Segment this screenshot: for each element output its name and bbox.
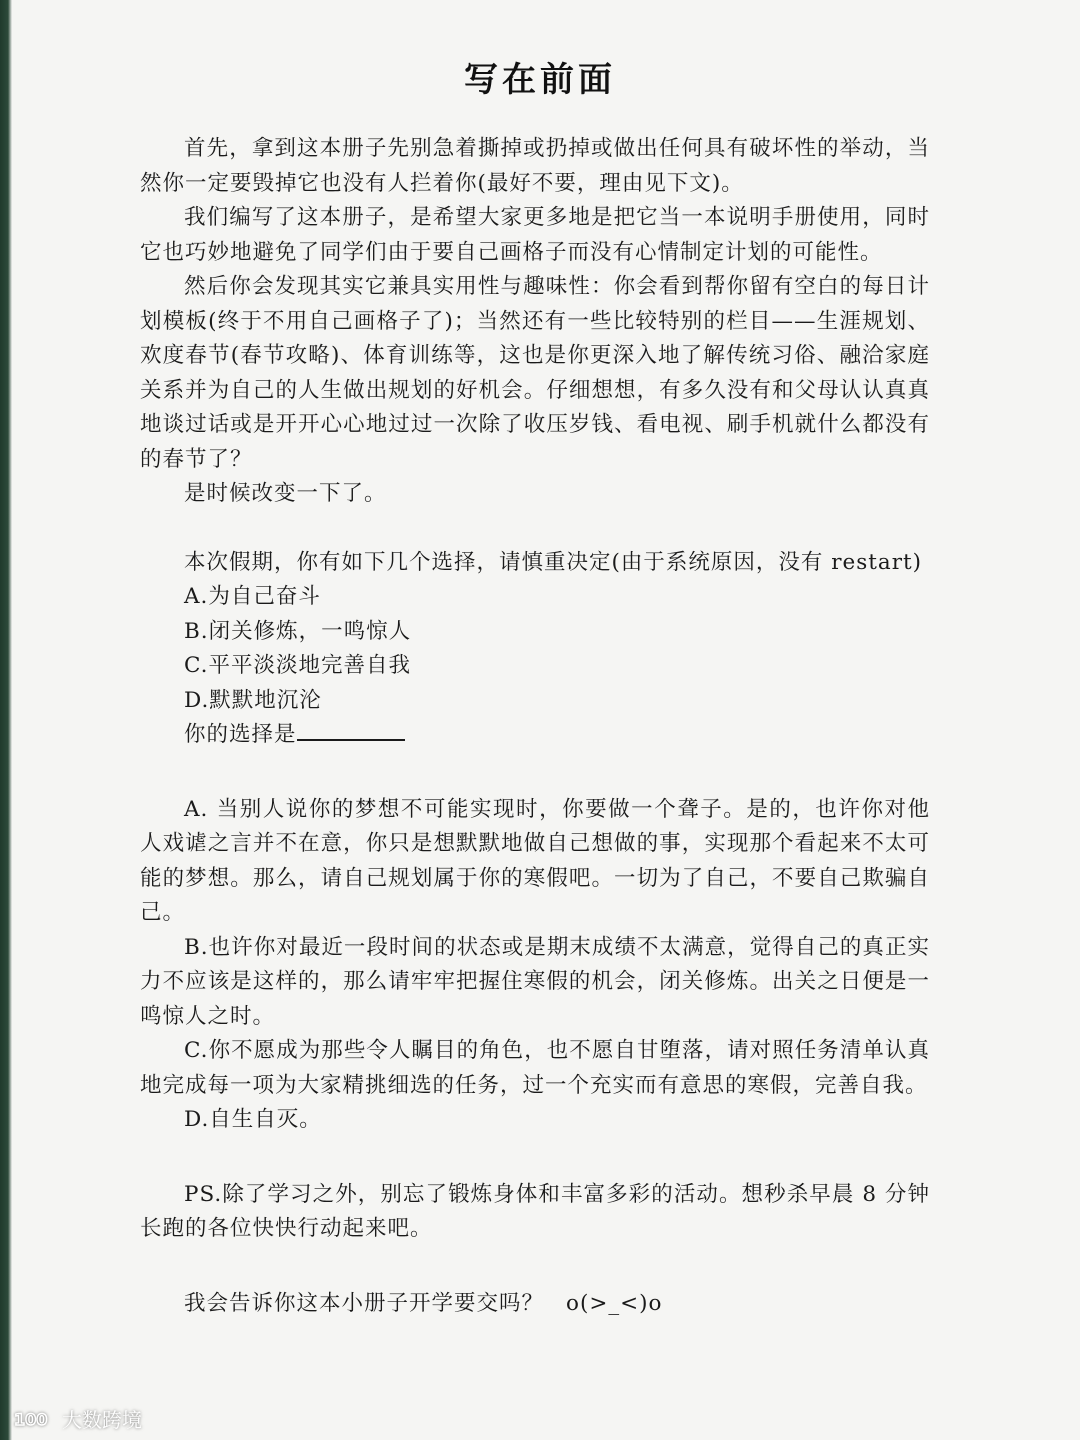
explanation-c: C.你不愿成为那些令人瞩目的角色，也不愿自甘堕落，请对照任务清单认真地完成每一项为大家精挑细选的任务，过一个充实而有意思的寒假，完善自我。 xyxy=(140,1038,930,1098)
explanation-b: B.也许你对最近一段时间的状态或是期末成绩不太满意，觉得自己的真正实力不应该是这样的，那么请牢牢把握住寒假的机会，闭关修炼。出关之日便是一鸣惊人之时。 xyxy=(140,934,930,1029)
choice-intro: 本次假期，你有如下几个选择，请慎重决定(由于系统原因，没有 restart) xyxy=(184,549,923,575)
choice-option-c: C.平平淡淡地完善自我 xyxy=(184,653,412,678)
watermark-logo-icon xyxy=(12,1405,56,1433)
watermark-logo-text: 100 xyxy=(14,1409,48,1429)
explanation-d: D.自生自灭。 xyxy=(184,1107,322,1132)
closing-question: 我会告诉你这本小册子开学要交吗？ xyxy=(184,1290,545,1316)
page-body xyxy=(140,132,930,1321)
choice-option-a: A.为自己奋斗 xyxy=(184,584,321,609)
watermark-text: 大数跨境 xyxy=(62,1408,142,1432)
intro-paragraph-1: 首先，拿到这本册子先别急着撕掉或扔掉或做出任何具有破坏性的举动，当然你一定要毁掉它也没有人拦着你(最好不要，理由见下文)。 xyxy=(140,136,930,196)
intro-paragraph-2: 我们编写了这本册子，是希望大家更多地是把它当一本说明手册使用，同时它也巧妙地避免了同学们由于要自己画格子而没有心情制定计划的可能性。 xyxy=(140,205,930,265)
answer-blank xyxy=(297,721,405,741)
spacer xyxy=(140,1247,930,1287)
ps-note: PS.除了学习之外，别忘了锻炼身体和丰富多彩的活动。想秒杀早晨 8 分钟长跑的各位快快行动起来吧。 xyxy=(140,1181,930,1241)
choice-prompt-line xyxy=(140,718,930,753)
closing-line xyxy=(140,1287,930,1322)
spacer xyxy=(140,512,930,546)
choice-option-b: B.闭关修炼，一鸣惊人 xyxy=(184,618,412,644)
spacer xyxy=(140,753,930,793)
explanation-a: A. 当别人说你的梦想不可能实现时，你要做一个聋子。是的，也许你对他人戏谑之言并不在意，你只是想默默地做自己想做的事，实现那个看起来不太可能的梦想。那么，请自己规划属于你的寒假吧。一切为了自己，不要自己欺骗自己。 xyxy=(140,796,930,925)
intro-paragraph-4: 是时候改变一下了。 xyxy=(184,481,387,506)
document-page xyxy=(12,0,1080,1440)
closing-emoticon: o(>_<)o xyxy=(566,1290,663,1316)
spacer xyxy=(140,1138,930,1178)
choice-prompt: 你的选择是 xyxy=(184,722,297,747)
watermark xyxy=(12,1404,142,1433)
choice-option-d: D.默默地沉沦 xyxy=(184,687,322,713)
page-title: 写在前面 xyxy=(464,60,616,100)
intro-paragraph-3: 然后你会发现其实它兼具实用性与趣味性：你会看到帮你留有空白的每日计划模板(终于不用自己画格子了)；当然还有一些比较特别的栏目——生涯规划、欢度春节(春节攻略)、体育训练等，这也是你更深入地了解传统习俗、融洽家庭关系并为自己的人生做出规划的好机会。仔细想想，有多久没有和父母认认真真地谈过话或是开开心心地过过一次除了收压岁钱、看电视、刷手机就什么都没有的春节了？ xyxy=(140,274,930,472)
